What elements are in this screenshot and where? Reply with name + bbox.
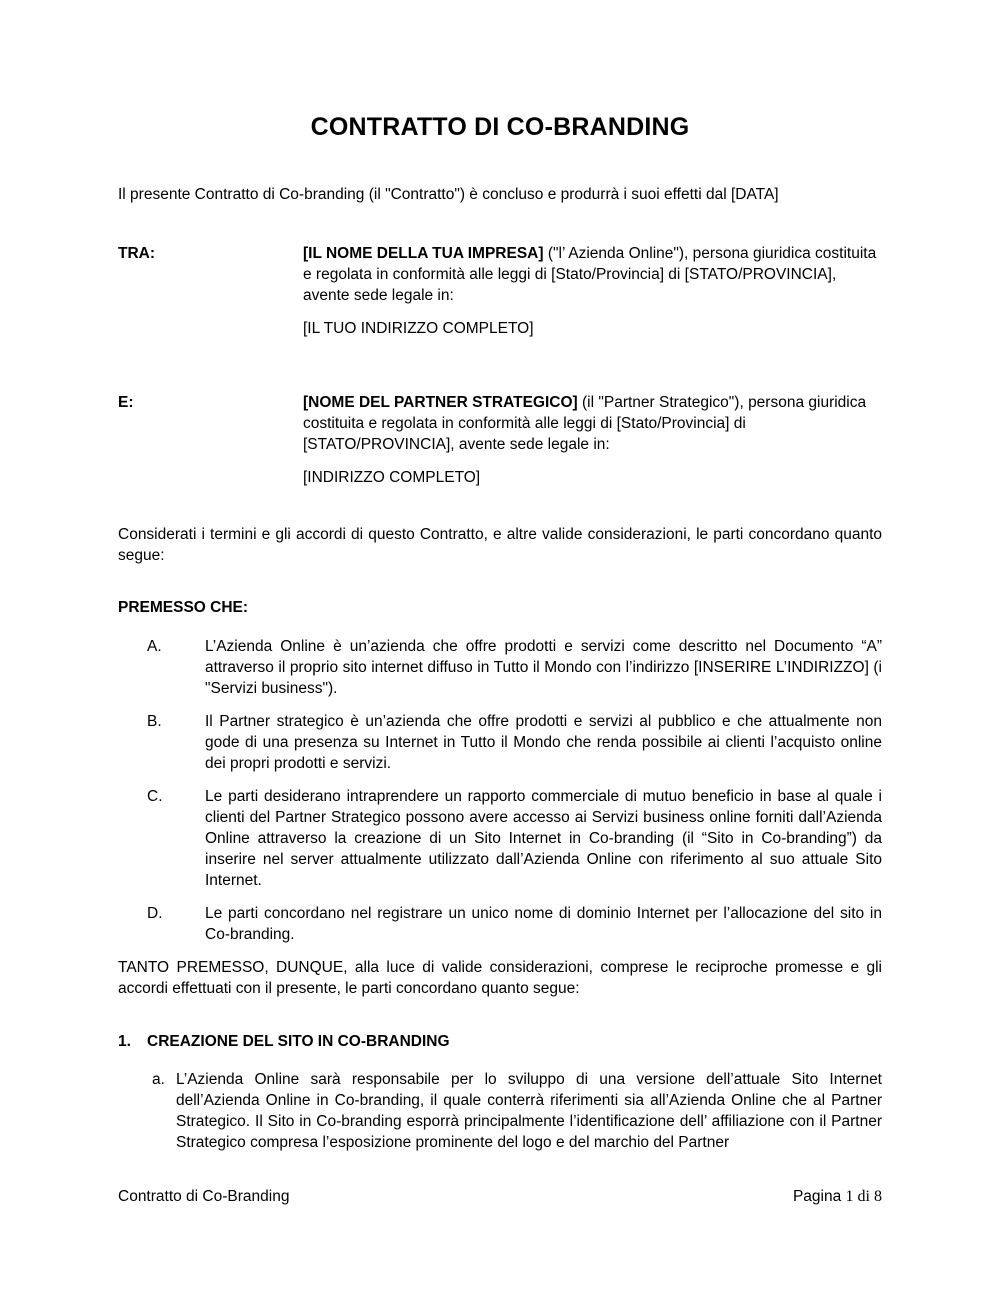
section-1-number: 1. bbox=[118, 1033, 131, 1050]
party-block-e bbox=[118, 392, 882, 488]
consideration-paragraph: Considerati i termini e gli accordi di questo Contratto, e altre valide considerazioni, le parti concordano quanto segue: bbox=[118, 526, 882, 564]
party-e-name: [NOME DEL PARTNER STRATEGICO] bbox=[303, 394, 578, 411]
section-1-item-a bbox=[118, 1069, 882, 1153]
premise-item-b bbox=[118, 711, 882, 774]
premise-letter: A. bbox=[147, 638, 162, 655]
party-tra-name: [IL NOME DELLA TUA IMPRESA] bbox=[303, 245, 544, 262]
intro-paragraph: Il presente Contratto di Co-branding (il "Contratto") è concluso e produrrà i suoi effetti dal [DATA] bbox=[118, 186, 779, 203]
party-e-rest: (il "Partner Strategico"), persona giuridica costituita e regolata in conformità alle leggi di [Stato/Provincia] di [STATO/PROVINCIA], avente sede legale in: bbox=[303, 394, 867, 453]
party-e-body bbox=[303, 392, 882, 488]
premise-text: Le parti desiderano intraprendere un rapporto commerciale di mutuo beneficio in base al quale i clienti del Partner Strategico possono avere accesso ai Servizi business online forniti dall’Azienda Online attraverso la creazione di un Sito Internet in Co-branding (il “Sito in Co-branding”) da inserire nel server attualmente utilizzato dall’Azienda Online con riferimento al suo attuale Sito Internet. bbox=[205, 788, 882, 889]
party-tra-label: TRA: bbox=[118, 245, 156, 262]
party-tra-rest: ("l’ Azienda Online"), persona giuridica costituita e regolata in conformità alle leggi di [Stato/Provincia] di [STATO/PROVINCIA], avente sede legale in: bbox=[303, 245, 877, 304]
premise-letter: B. bbox=[147, 713, 162, 730]
party-block-tra bbox=[118, 243, 882, 339]
footer-document-name: Contratto di Co-Branding bbox=[118, 1188, 290, 1205]
party-e-label: E: bbox=[118, 394, 134, 411]
premise-item-a bbox=[118, 636, 882, 699]
premise-text: Le parti concordano nel registrare un unico nome di dominio Internet per l’allocazione del sito in Co-branding. bbox=[205, 905, 882, 943]
party-tra-address: [IL TUO INDIRIZZO COMPLETO] bbox=[303, 320, 534, 337]
premises-heading: PREMESSO CHE: bbox=[118, 599, 249, 616]
party-tra-body bbox=[303, 243, 882, 339]
footer-page-number: 1 di 8 bbox=[845, 1188, 882, 1205]
premise-text: L’Azienda Online è un’azienda che offre prodotti e servizi come descritto nel Documento “A” attraverso il proprio sito internet diffuso in Tutto il Mondo con l’indirizzo [INSERIRE L’INDIRIZZO] (i "Servizi business"). bbox=[205, 638, 882, 697]
footer-page-indicator bbox=[793, 1186, 882, 1207]
section-1-item-a-letter: a. bbox=[152, 1071, 165, 1088]
party-e-text bbox=[303, 392, 882, 455]
document-title: CONTRATTO DI CO-BRANDING bbox=[310, 113, 690, 141]
party-tra-text bbox=[303, 243, 882, 306]
tanto-premesso-paragraph: TANTO PREMESSO, DUNQUE, alla luce di valide considerazioni, comprese le reciproche promesse e gli accordi effettuati con il presente, le parti concordano quanto segue: bbox=[118, 959, 882, 997]
premise-letter: C. bbox=[147, 788, 163, 805]
premise-text: Il Partner strategico è un’azienda che offre prodotti e servizi al pubblico e che attualmente non gode di una presenza su Internet in Tutto il Mondo che renda possibile ai clienti l’acquisto online dei propri prodotti e servizi. bbox=[205, 713, 882, 772]
party-e-address: [INDIRIZZO COMPLETO] bbox=[303, 469, 481, 486]
section-1-title: CREAZIONE DEL SITO IN CO-BRANDING bbox=[147, 1033, 450, 1050]
section-1-item-a-text: L’Azienda Online sarà responsabile per lo sviluppo di una versione dell’attuale Sito Internet dell’Azienda Online in Co-branding, il quale conterrà riferimenti sia all’Azienda Online che al Partner Strategico. Il Sito in Co-branding esporrà principalmente l’identificazione dell’ affiliazione con il Partner Strategico compresa l’esposizione prominente del logo e del marchio del Partner bbox=[176, 1071, 882, 1151]
page-footer bbox=[118, 1186, 882, 1207]
premise-item-c bbox=[118, 786, 882, 891]
premise-letter: D. bbox=[147, 905, 163, 922]
footer-page-label: Pagina bbox=[792, 1188, 846, 1205]
section-1-heading bbox=[118, 1031, 882, 1052]
premise-item-d bbox=[118, 903, 882, 945]
